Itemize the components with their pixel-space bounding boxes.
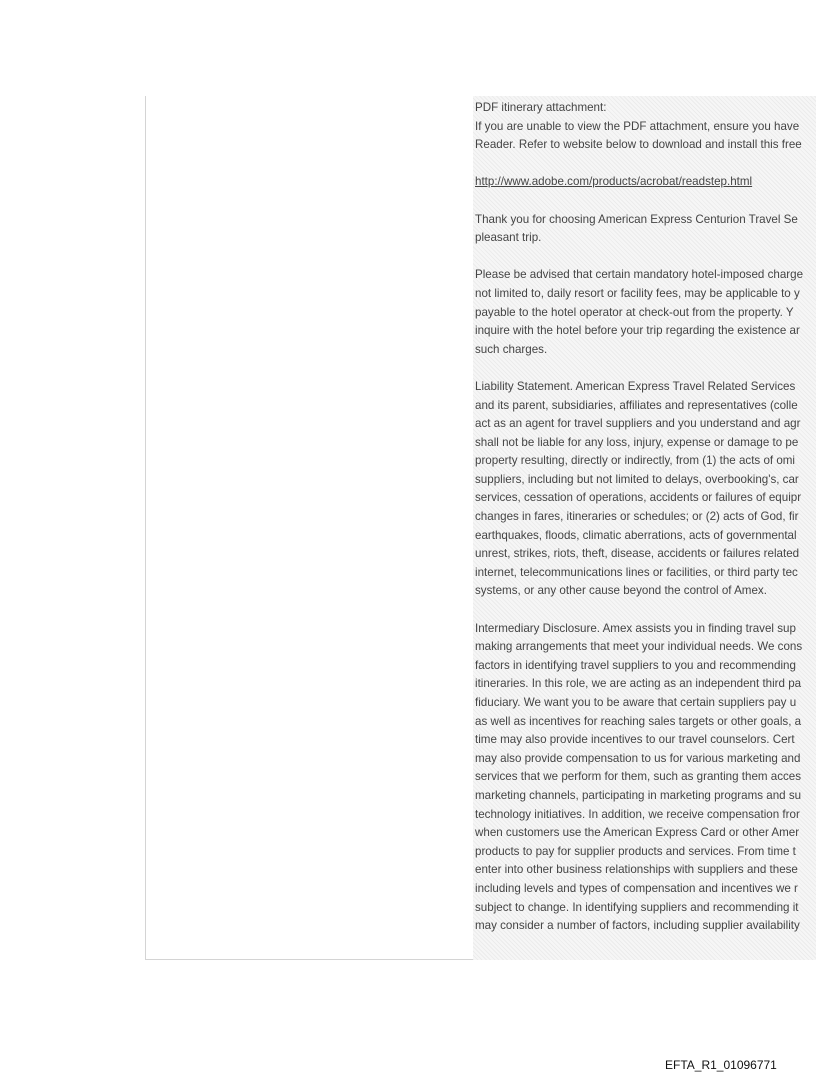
liability-line: act as an agent for travel suppliers and you understand and agr (475, 417, 801, 431)
liability-line: internet, telecommunications lines or facilities, or third party tec (475, 565, 798, 579)
intermediary-line: as well as incentives for reaching sales targets or other goals, a (475, 714, 802, 728)
hotel-charges-line: Please be advised that certain mandatory hotel-imposed charge (475, 268, 804, 282)
intermediary-line: itineraries. In this role, we are acting as an independent third pa (475, 677, 802, 691)
attachment-line: Reader. Refer to website below to download and install this free (475, 138, 802, 152)
attachment-line: If you are unable to view the PDF attachment, ensure you have (475, 119, 800, 133)
intermediary-line: marketing channels, participating in marketing programs and su (475, 788, 802, 802)
intermediary-line: including levels and types of compensation and incentives we r (475, 881, 798, 895)
intermediary-line: fiduciary. We want you to be aware that certain suppliers pay u (475, 696, 797, 709)
intermediary-line: may consider a number of factors, including supplier availability (475, 919, 800, 933)
liability-line: Liability Statement. American Express Travel Related Services (475, 379, 796, 393)
intermediary-line: services that we perform for them, such as granting them acces (475, 770, 802, 784)
adobe-download-link[interactable]: http://www.adobe.com/products/acrobat/readstep.html (475, 175, 753, 189)
hotel-charges-line: inquire with the hotel before your trip regarding the existence ar (475, 324, 800, 338)
intermediary-line: Intermediary Disclosure. Amex assists you in finding travel sup (475, 621, 796, 635)
liability-line: suppliers, including but not limited to delays, overbooking's, car (475, 472, 799, 486)
intermediary-line: may also provide compensation to us for various marketing and (475, 751, 801, 765)
thank-you-line: pleasant trip. (475, 231, 542, 245)
intermediary-line: enter into other business relationships with suppliers and these (475, 863, 798, 877)
hotel-charges-line: payable to the hotel operator at check-out from the property. Y (475, 305, 794, 319)
liability-line: services, cessation of operations, accidents or failures of equipr (475, 491, 802, 505)
liability-line: systems, or any other cause beyond the control of Amex. (475, 584, 767, 598)
intermediary-line: time may also provide incentives to our travel counselors. Cert (475, 733, 795, 747)
intermediary-line: when customers use the American Express Card or other Amer (475, 826, 800, 840)
email-body-panel (473, 96, 816, 960)
liability-line: changes in fares, itineraries or schedules; or (2) acts of God, fir (475, 510, 799, 524)
hotel-charges-line: such charges. (475, 342, 548, 356)
intermediary-line: making arrangements that meet your individual needs. We cons (475, 640, 803, 654)
thank-you-line: Thank you for choosing American Express Centurion Travel Se (475, 212, 798, 226)
email-body-text (475, 99, 816, 936)
liability-line: property resulting, directly or indirectly, from (1) the acts of omi (475, 454, 796, 468)
liability-line: unrest, strikes, riots, theft, disease, accidents or failures related (475, 547, 800, 561)
liability-line: shall not be liable for any loss, injury, expense or damage to pe (475, 435, 799, 449)
intermediary-line: technology initiatives. In addition, we receive compensation fror (475, 807, 800, 821)
intermediary-line: products to pay for supplier products and services. From time t (475, 844, 796, 858)
liability-line: and its parent, subsidiaries, affiliates and representatives (colle (475, 398, 798, 412)
document-id: EFTA_R1_01096771 (665, 1058, 777, 1072)
hotel-charges-line: not limited to, daily resort or facility fees, may be applicable to y (475, 286, 800, 300)
intermediary-line: subject to change. In identifying suppliers and recommending it (475, 900, 799, 914)
attachment-heading: PDF itinerary attachment: (475, 101, 607, 114)
liability-line: earthquakes, floods, climatic aberrations, acts of governmental (475, 528, 797, 542)
intermediary-line: factors in identifying travel suppliers to you and recommending (475, 658, 796, 672)
